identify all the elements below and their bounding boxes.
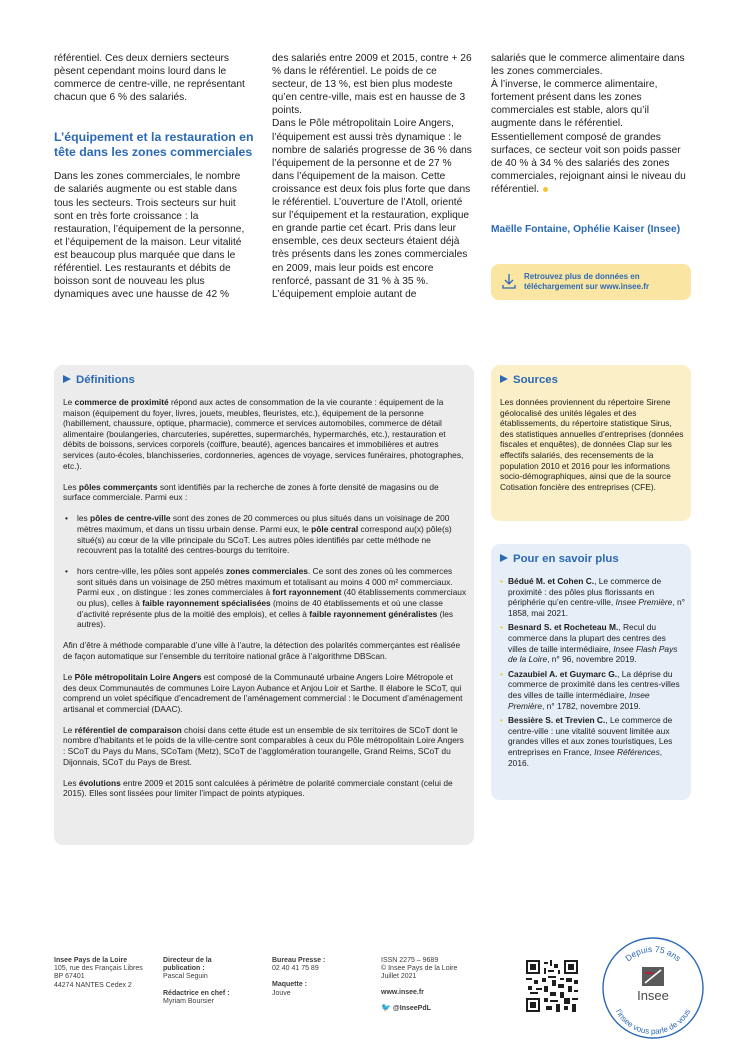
paragraph: Essentiellement composé de grandes surfaces, ce secteur voit son poids passer de 40 % à 34 % des salariés des zones commerciales, rejoignant ainsi le niveau du référentiel. [491,131,686,195]
badge-logo-text: Insee [637,988,669,1003]
definitions-title: Définitions [63,374,135,386]
reference-item: • Besnard S. et Rocheteau M., Recul du commerce dans la plupart des centres des villes de taille intermédiaire, Insee Flash Pays de la Loire, n° 96, novembre 2019. [500,622,678,665]
sources-title: Sources [500,374,558,386]
definition-paragraph: Le Pôle métropolitain Loire Angers est composé de la Communauté urbaine Angers Loire Métropole et des deux Communautés de communes Loire Layon Aubance et Anjou Loir et Sarthe. Il élabore le SCoT, qui comprend un volet spécifique d’encadrement de l’aménagement commercial : le Document d’aménagement artisanal et commercial (DAAC). [63,671,463,714]
sources-body [500,397,685,503]
insee-logo-icon [642,967,664,986]
more-info-title: Pour en savoir plus [500,553,619,565]
definition-list [63,513,467,629]
definitions-box [54,365,474,845]
more-info-box [491,544,691,800]
authors: Maëlle Fontaine, Ophélie Kaiser (Insee) [491,224,681,235]
twitter-handle[interactable]: 🐦 @InseePdL [381,1002,431,1012]
definition-paragraph: Le référentiel de comparaison choisi dans cette étude est un ensemble de six territoires de SCoT dont le nombre d’habitants et le poids de la ville-centre sont comparables à ceux du Pôle métropolitain Loire Angers : SCoT du Pays du Mans, SCoTam (Metz), SCoT de l’agglomération tourangelle, Grand Reims, SCoT du Dijonnais, SCoT du Pays de Brest. [63,724,464,767]
download-icon [501,273,517,291]
paragraph: Dans les zones commerciales, le nombre de salariés augmente ou est stable dans tous les secteurs. Trois secteurs sur huit sont en très forte croissance : la restauration, l’équipement de la personne, et l’équipement de la maison. Leur vitalité est beaucoup plus marquée que dans le référentiel. Les restaurants et débits de boisson sont de nouveau les plus dynamiques avec une hausse de 42 % [54,171,245,301]
badge-top-text: Depuis 75 ans [623,943,683,964]
download-banner[interactable] [491,264,691,300]
footer-publication: Directeur de la publication : Pascal Seguin Rédactrice en chef : Myriam Boursier [163,957,230,1005]
sources-box [491,365,691,521]
paragraph: À l’inverse, le commerce alimentaire, fortement présent dans les zones commerciales est stable, alors qu’il augmente dans le référentiel. [491,79,658,130]
definition-paragraph: Afin d’être à méthode comparable d’une ville à l’autre, la détection des polarités commerçantes est réalisée de façon automatique sur l’ensemble du territoire national grâce à l’algorithme DBScan. [63,640,461,661]
reference-item: • Cazaubiel A. et Guymarc G., La déprise du commerce de proximité dans les centres-villes des villes de taille intermédiaire, Insee Première, n° 1782, novembre 2019. [500,668,680,711]
triangle-icon [500,375,508,383]
list-item: • les pôles de centre-ville sont des zones de 20 commerces ou plus situés dans un voisinage de 200 mètres maximum, et dans un tissu urbain dense. Parmi eux, le pôle central correspond au(x) pôle(s) situé(s) au cœur de la ville principale du SCoT. Les autres pôles identifiés par cette méthode ne recouvrent pas la totalité des centres-bourgs du territoire. [65,513,452,556]
paragraph: référentiel. Ces deux derniers secteurs pèsent cependant moins lourd dans le commerce de centre-ville, ne représentant chacun que 6 % des salariés. [54,53,245,104]
bullet-icon: • [500,576,503,586]
footer-issn: ISSN 2275 – 9689 © Insee Pays de la Loire Juillet 2021 www.insee.fr 🐦 @InseePdL [381,957,458,1012]
definitions-body [63,397,467,809]
definition-paragraph: Les évolutions entre 2009 et 2015 sont calculées à périmètre de polarité commerciale constant (celui de 2015). Elles sont lissées pour limiter l’impact de points atypiques. [63,777,453,799]
article-column-1 [54,52,254,301]
more-info-body [500,576,685,779]
article-column-3 [491,52,691,196]
footer-address: Insee Pays de la Loire 105, rue des Français Libres BP 67401 44274 NANTES Cedex 2 [54,957,143,989]
list-item: • hors centre-ville, les pôles sont appelés zones commerciales. Ce sont des zones où les commerces sont situés dans un voisinage de 250 mètres maximum et totalisant au moins 4 000 m² commerciaux. Parmi eux , on distingue : les zones commerciales à fort rayonnement (40 établissements commerciaux ou plus), celles à faible rayonnement spécialisées (moins de 40 établissements et où une classe d’activité représente plus de la moitié des emplois), et celles à faible rayonnement généralistes (les autres). [65,566,467,630]
paragraph: salariés que le commerce alimentaire dans les zones commerciales. [491,53,685,78]
twitter-icon: 🐦 [381,1002,391,1012]
website-link[interactable]: www.insee.fr [381,988,424,996]
bullet-icon: • [500,668,503,679]
download-text[interactable]: Retrouvez plus de données en téléchargement sur www.insee.fr [524,272,650,291]
bullet-icon: • [65,566,68,577]
triangle-icon [63,375,71,383]
paragraph: des salariés entre 2009 et 2015, contre + 26 % dans le référentiel. Le poids de ce secteur, de 13 %, est bien plus modeste qu’en centre-ville, mais est en hausse de 3 points. [272,53,472,117]
reference-item: • Bessière S. et Trevien C., Le commerce de centre-ville : une vitalité souvent limitée aux grandes villes et aux zones touristiques, Les entreprises en France, Insee Références, 2016. [500,715,673,768]
section-heading: L’équipement et la restauration en tête dans les zones commerciales [54,130,254,159]
article-column-2 [272,52,474,301]
reference-item: • Bédué M. et Cohen C., Le commerce de proximité : des pôles plus florissants en périphérie qu’en centre-ville, Insee Première, n° 1858, mai 2021. [500,576,686,618]
paragraph: Dans le Pôle métropolitain Loire Angers, l’équipement est aussi très dynamique : le nombre de salariés progresse de 36 % dans l’équipement de la personne et de 27 % dans l’équipement de la maison. Cette croissance est deux fois plus forte que dans le référentiel. L’ouverture de l’Atoll, orienté sur l’équipement et la restauration, explique en grande partie cet écart. Pris dans leur ensemble, ces deux secteurs étaient déjà très présents dans les zones commerciales en 2009, mais leur poids est encore renforcé, passant de 31 % à 35 %. L’équipement emploie autant de [272,118,472,300]
bullet-icon: • [65,513,68,524]
end-dot-icon [543,187,548,192]
sources-text: Les données proviennent du répertoire Sirene géolocalisé des unités légales et des établissements, du répertoire statistique Sirus, des statistiques annuelles d’entreprises (données fiscales et enquêtes), de données Clap sur les effectifs salariés, des recensements de la population 2010 et 2016 pour les informations socio-démographiques, ainsi que de la source Cotisation foncière des entreprises (CFE). [500,397,684,492]
anniversary-badge [601,936,705,1040]
triangle-icon [500,554,508,562]
definition-paragraph: Le commerce de proximité répond aux actes de consommation de la vie courante : équipement de la maison (équipement du foyer, livres, jouets, meubles, fleuristes, etc.), équipement de la personne (habillement, chaussure, optique, pharmacie), commerce et services automobiles, commerce de détail alimentaire (boulangeries, charcuteries, supérettes, supermarchés, hypermarchés, etc.), restauration et débits de boissons, services corporels (coiffure, beauté), agences bancaires et immobilières et autres services (auto-écoles, blanchisseries, cordonneries, agences de voyage, services funéraires, photographes, etc.). [63,397,464,471]
bullet-icon: • [500,622,503,633]
footer-press: Bureau Presse : 02 40 41 75 89 Maquette : Jouve [272,957,326,997]
definition-paragraph: Les pôles commerçants sont identifiés par la recherche de zones à forte densité de magasins ou de surface commerciale. Parmi eux : [63,481,439,503]
badge-bottom-text: l’insee vous parle de vous [613,1007,693,1037]
bullet-icon: • [500,715,503,726]
reference-list [500,576,685,768]
qr-code[interactable] [526,960,578,1012]
